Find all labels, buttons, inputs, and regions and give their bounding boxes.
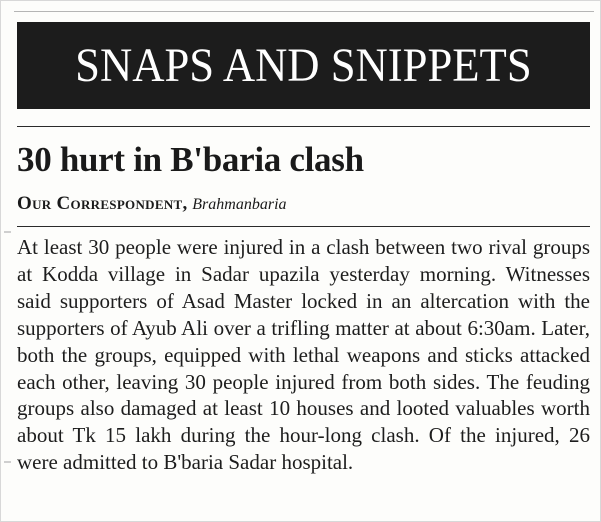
section-title: SNAPS AND SNIPPETS [75, 38, 532, 92]
byline-divider-rule [17, 226, 590, 227]
article-headline: 30 hurt in B'baria clash [17, 140, 364, 179]
top-frame-rule [14, 11, 594, 12]
margin-mark [4, 231, 11, 233]
byline-author: Our Correspondent, [17, 193, 188, 214]
byline-location: Brahmanbaria [192, 196, 287, 213]
article-body: At least 30 people were injured in a clash between two rival groups at Kodda village in Sadar upazila yesterday morning. Witnesses said supporters of Asad Master locked in an altercation with the supporters of Ayub Ali over a trifling matter at about 6:30am. Later, both the groups, equipped with lethal weapons and sticks attacked each other, leaving 30 people injured from both sides. The feuding groups also damaged at least 10 houses and looted valuables worth about Tk 15 lakh during the hour-long clash. Of the injured, 26 were admitted to B'baria Sadar hospital. [17, 235, 590, 475]
section-banner [17, 22, 590, 109]
article-byline [17, 194, 287, 215]
margin-mark [4, 461, 11, 463]
top-divider-rule [17, 126, 590, 127]
